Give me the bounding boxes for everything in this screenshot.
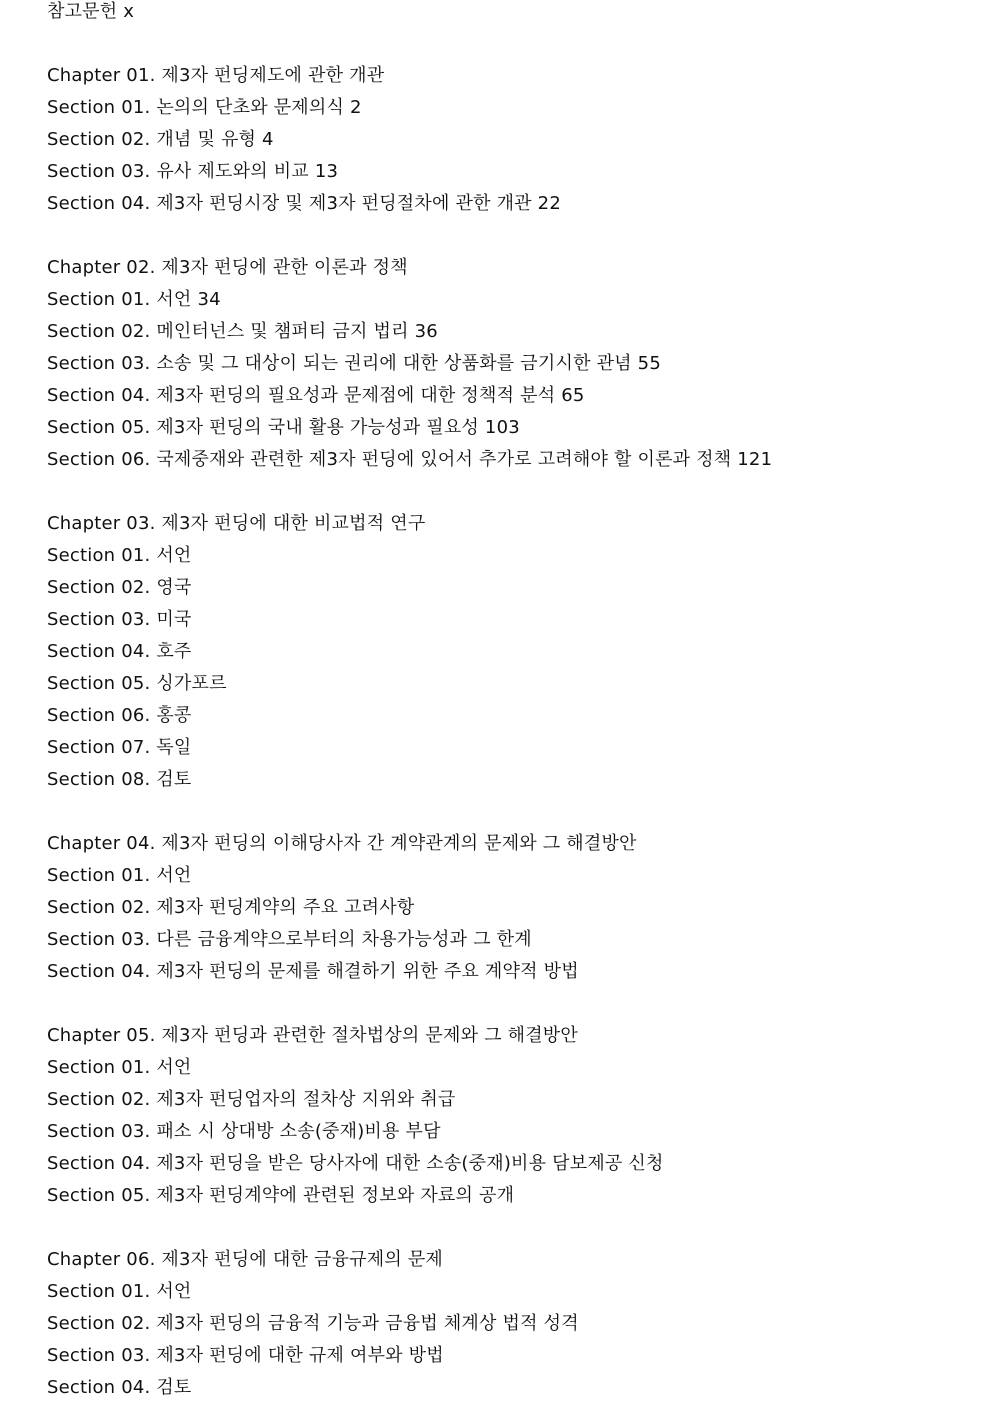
- section-entry: Section 01. 서언 34: [47, 289, 221, 310]
- section-entry: Section 03. 미국: [47, 609, 192, 630]
- section-entry: Section 02. 메인터넌스 및 챔퍼티 금지 법리 36: [47, 321, 438, 342]
- section-entry: Section 06. 국제중재와 관련한 제3자 펀딩에 있어서 추가로 고려해야 할 이론과 정책 121: [47, 449, 773, 470]
- section-entry: Section 04. 제3자 펀딩의 필요성과 문제점에 대한 정책적 분석 65: [47, 385, 585, 406]
- section-entry: Section 05. 제3자 펀딩계약에 관련된 정보와 자료의 공개: [47, 1185, 515, 1206]
- section-entry: Section 02. 제3자 펀딩업자의 절차상 지위와 취급: [47, 1089, 456, 1110]
- section-entry: Section 03. 소송 및 그 대상이 되는 권리에 대한 상품화를 금기시한 관념 55: [47, 353, 661, 374]
- section-entry: Section 02. 제3자 펀딩계약의 주요 고려사항: [47, 897, 415, 918]
- section-entry: Section 03. 유사 제도와의 비교 13: [47, 161, 339, 182]
- blank-line: [47, 992, 972, 1024]
- section-entry: Section 05. 제3자 펀딩의 국내 활용 가능성과 필요성 103: [47, 417, 520, 438]
- section-entry: Section 05. 싱가포르: [47, 673, 227, 694]
- section-entry: Section 01. 서언: [47, 865, 192, 886]
- section-entry: Section 07. 독일: [47, 737, 192, 758]
- blank-line: [47, 224, 972, 256]
- section-entry: Section 04. 호주: [47, 641, 192, 662]
- section-entry: Section 08. 검토: [47, 769, 192, 790]
- toc-body: [47, 32, 972, 1408]
- section-entry: Section 02. 영국: [47, 577, 192, 598]
- section-entry: Section 04. 제3자 펀딩의 문제를 해결하기 위한 주요 계약적 방법: [47, 961, 579, 982]
- section-entry: Section 01. 서언: [47, 545, 192, 566]
- section-entry: Section 03. 제3자 펀딩에 대한 규제 여부와 방법: [47, 1345, 444, 1366]
- chapter-title: Chapter 04. 제3자 펀딩의 이해당사자 간 계약관계의 문제와 그 해결방안: [47, 833, 637, 854]
- blank-line: [47, 800, 972, 832]
- table-of-contents: [47, 0, 972, 1408]
- section-entry: Section 01. 서언: [47, 1057, 192, 1078]
- section-entry: Section 03. 패소 시 상대방 소송(중재)비용 부담: [47, 1121, 441, 1142]
- section-entry: Section 01. 논의의 단초와 문제의식 2: [47, 97, 362, 118]
- chapter-title: Chapter 03. 제3자 펀딩에 대한 비교법적 연구: [47, 513, 426, 534]
- section-entry: Section 04. 검토: [47, 1377, 192, 1398]
- chapter-title: Chapter 06. 제3자 펀딩에 대한 금융규제의 문제: [47, 1249, 444, 1270]
- blank-line: [47, 480, 972, 512]
- blank-line: [47, 32, 972, 64]
- section-entry: Section 06. 홍콩: [47, 705, 192, 726]
- section-entry: Section 04. 제3자 펀딩시장 및 제3자 펀딩절차에 관한 개관 22: [47, 193, 561, 214]
- chapter-title: Chapter 01. 제3자 펀딩제도에 관한 개관: [47, 65, 385, 86]
- section-entry: Section 03. 다른 금융계약으로부터의 차용가능성과 그 한계: [47, 929, 532, 950]
- chapter-title: Chapter 05. 제3자 펀딩과 관련한 절차법상의 문제와 그 해결방안: [47, 1025, 578, 1046]
- toc-header: 참고문헌 x: [47, 1, 135, 22]
- section-entry: Section 02. 제3자 펀딩의 금융적 기능과 금융법 체계상 법적 성격: [47, 1313, 579, 1334]
- chapter-title: Chapter 02. 제3자 펀딩에 관한 이론과 정책: [47, 257, 408, 278]
- section-entry: Section 04. 제3자 펀딩을 받은 당사자에 대한 소송(중재)비용 담보제공 신청: [47, 1153, 664, 1174]
- section-entry: Section 01. 서언: [47, 1281, 192, 1302]
- section-entry: Section 02. 개념 및 유형 4: [47, 129, 274, 150]
- blank-line: [47, 1216, 972, 1248]
